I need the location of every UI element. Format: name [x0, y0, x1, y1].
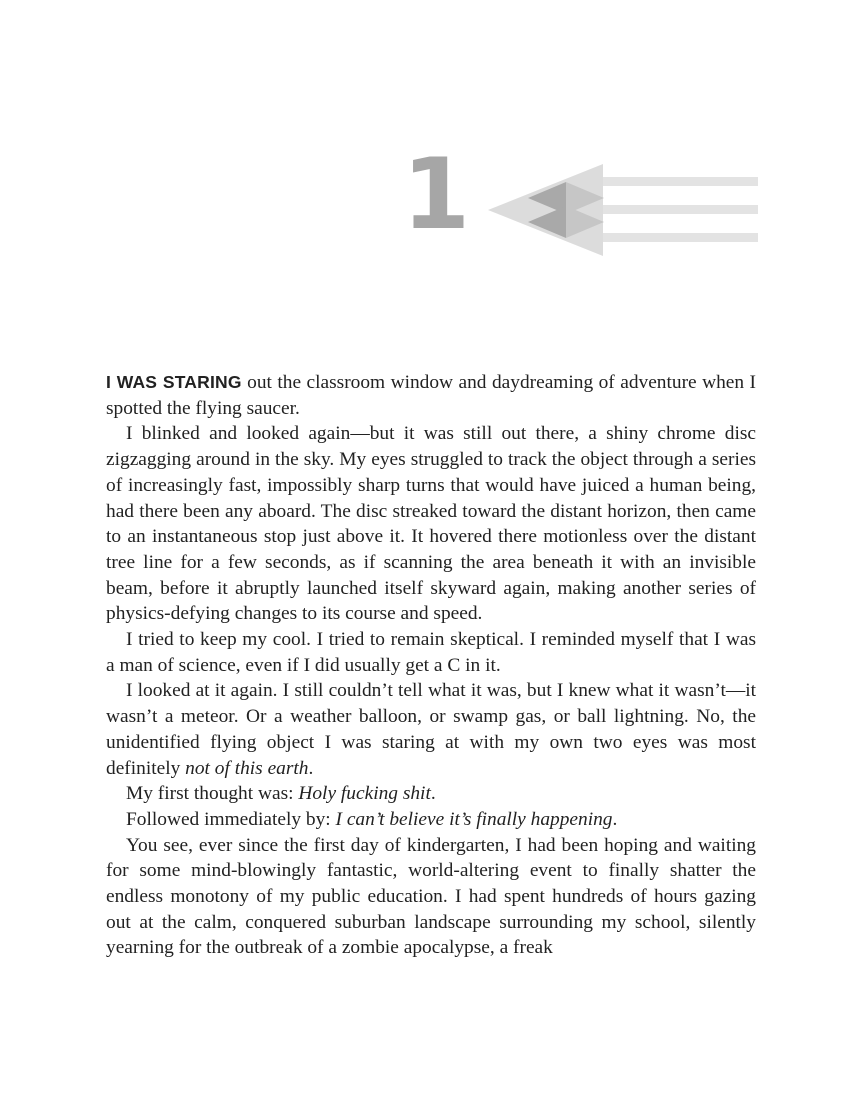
- chapter-number: 1: [402, 138, 471, 252]
- paragraph-4: [106, 678, 756, 781]
- paragraph-text: out the classroom window and daydreaming of adventure when I spotted the flying saucer.: [106, 372, 757, 419]
- paragraph-7: [106, 833, 756, 962]
- paragraph-text: I tried to keep my cool. I tried to remain skeptical. I reminded myself that I was a man of science, even if I did usually get a C in it.: [106, 629, 756, 676]
- lead-in: I WAS STARING: [106, 372, 242, 392]
- paragraph-6: [106, 807, 756, 833]
- paragraph-tail: .: [430, 783, 436, 805]
- paragraph-3: [106, 627, 756, 678]
- paragraph-2: [106, 421, 756, 627]
- paragraph-1: [106, 370, 756, 421]
- paragraph-text: Followed immediately by:: [126, 808, 336, 830]
- paragraph-5: [106, 781, 756, 807]
- paragraph-tail: .: [612, 808, 618, 830]
- arrow-triangles-icon: [488, 162, 760, 258]
- italic-phrase: not of this earth: [185, 757, 309, 779]
- italic-phrase: I can’t believe it’s finally happening: [335, 808, 613, 830]
- italic-phrase: Holy fucking shit: [298, 783, 431, 805]
- paragraph-text: You see, ever since the first day of kindergarten, I had been hoping and waiting for some mind-blowingly fantastic, world-altering event to finally shatter the endless monotony of my public education. I had spent hundreds of hours gazing out at the calm, conquered suburban landscape surrounding my school, silently yearning for the outbreak of a zombie apocalypse, a freak: [106, 834, 756, 959]
- paragraph-tail: .: [308, 757, 314, 779]
- paragraph-text: My first thought was:: [126, 783, 299, 805]
- paragraph-text: I looked at it again. I still couldn’t tell what it was, but I knew what it wasn’t—it wasn’t a meteor. Or a weather balloon, or swamp gas, or ball lightning. No, the unidentified flying object I was staring at with my own two eyes was most definitely: [106, 680, 756, 779]
- paragraph-text: I blinked and looked again—but it was still out there, a shiny chrome disc zigzagging around in the sky. My eyes struggled to track the object through a series of increasingly fast, impossibly sharp turns that would have juiced a human being, had there been any aboard. The disc streaked toward the distant horizon, then came to an instantaneous stop just above it. It hovered there motionless over the distant tree line for a few seconds, as if scanning the area beneath it with an invisible beam, before it abruptly launched itself skyward again, making another series of physics-defying changes to its course and speed.: [106, 423, 756, 625]
- chapter-header: [400, 138, 760, 260]
- chapter-body: [106, 370, 756, 961]
